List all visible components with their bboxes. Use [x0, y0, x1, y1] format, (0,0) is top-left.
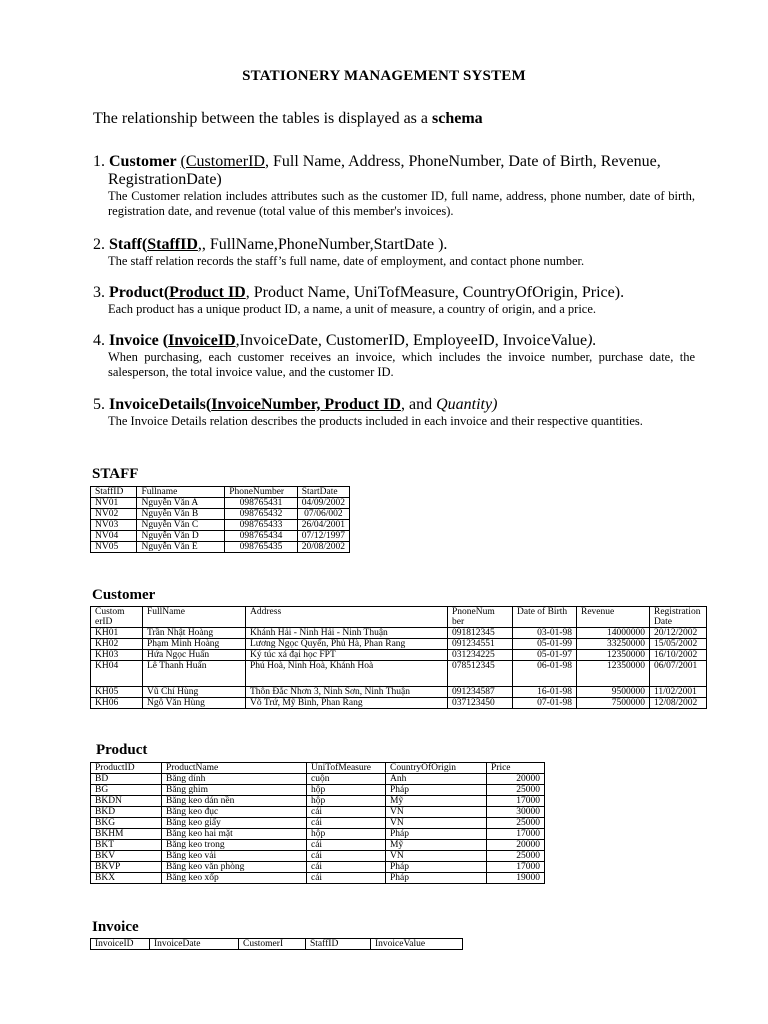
product-table — [90, 762, 545, 884]
table-cell: BKHM — [91, 829, 162, 840]
table-row — [91, 829, 545, 840]
table-cell: Võ Trứ, Mỹ Bình, Phan Rang — [246, 698, 448, 709]
table-cell: 05-01-97 — [513, 650, 577, 661]
table-row — [91, 661, 707, 687]
column-header: ProductName — [162, 763, 307, 774]
table-cell: BKD — [91, 807, 162, 818]
table-cell: 091812345 — [448, 628, 513, 639]
table-cell: 20/08/2002 — [297, 542, 349, 553]
table-cell: NV03 — [91, 520, 137, 531]
table-cell: Băng ghim — [162, 785, 307, 796]
table-cell: 098765435 — [225, 542, 298, 553]
column-header: CountryOfOrigin — [386, 763, 487, 774]
table-cell: 25000 — [487, 851, 545, 862]
table-cell: Băng keo đục — [162, 807, 307, 818]
table-cell: KH04 — [91, 661, 143, 687]
table-cell: Pháp — [386, 829, 487, 840]
table-cell: 12/08/2002 — [650, 698, 707, 709]
table-row — [91, 498, 350, 509]
relation-description: Each product has a unique product ID, a name, a unit of measure, a country of origin, and a price. — [108, 302, 597, 316]
column-header: ProductID — [91, 763, 162, 774]
table-cell: 06/07/2001 — [650, 661, 707, 687]
table-row — [91, 531, 350, 542]
table-cell: 091234551 — [448, 639, 513, 650]
table-cell: KH05 — [91, 687, 143, 698]
table-cell: 04/09/2002 — [297, 498, 349, 509]
table-row — [91, 785, 545, 796]
table-cell: cuộn — [307, 774, 386, 785]
table-cell: Phạm Minh Hoàng — [143, 639, 246, 650]
table-cell: 17000 — [487, 829, 545, 840]
relation-attrs: , Product Name, UniTofMeasure, CountryOfOrigin, Price). — [245, 284, 625, 301]
table-cell: Nguyễn Văn B — [137, 509, 225, 520]
table-header-row — [91, 487, 350, 498]
intro-main: The relationship between the tables is displayed as a — [93, 110, 433, 127]
relation-key: StaffID — [147, 236, 198, 253]
table-cell: Băng keo trong — [162, 840, 307, 851]
table-cell: 12350000 — [577, 650, 650, 661]
table-cell: Băng keo dán nền — [162, 796, 307, 807]
table-cell: cái — [307, 818, 386, 829]
column-header: Revenue — [577, 607, 650, 628]
table-cell: BKG — [91, 818, 162, 829]
relation-name: Staff( — [109, 236, 148, 253]
relation-description: The Invoice Details relation describes the products included in each invoice and their respective quantities. — [108, 414, 643, 428]
relation-staff — [93, 236, 695, 269]
table-row — [91, 639, 707, 650]
intro-bold: schema — [432, 110, 483, 127]
table-cell: hộp — [307, 785, 386, 796]
table-row — [91, 650, 707, 661]
table-cell: 07-01-98 — [513, 698, 577, 709]
relation-attrs: , and — [400, 396, 437, 413]
table-cell: 9500000 — [577, 687, 650, 698]
column-header: Registration Date — [650, 607, 707, 628]
table-cell: 33250000 — [577, 639, 650, 650]
table-cell: VN — [386, 818, 487, 829]
table-cell: cái — [307, 873, 386, 884]
table-cell: 19000 — [487, 873, 545, 884]
table-cell: 17000 — [487, 796, 545, 807]
table-cell: 26/04/2001 — [297, 520, 349, 531]
table-cell: 17000 — [487, 862, 545, 873]
table-row — [91, 687, 707, 698]
relation-description: The staff relation records the staff’s full name, date of employment, and contact phone number. — [108, 254, 585, 268]
invoice-section-title: Invoice — [92, 919, 139, 935]
table-row — [91, 873, 545, 884]
customer-section-title: Customer — [92, 587, 156, 603]
table-cell: 16-01-98 — [513, 687, 577, 698]
table-cell: 037123450 — [448, 698, 513, 709]
column-header: InvoiceValue — [371, 939, 463, 950]
table-cell: 20/12/2002 — [650, 628, 707, 639]
relation-attrs: ,, FullName,PhoneNumber,StartDate ). — [197, 236, 448, 253]
table-cell: KH03 — [91, 650, 143, 661]
table-cell: 12350000 — [577, 661, 650, 687]
relation-number: 3. — [93, 284, 109, 301]
table-cell: Hứa Ngọc Huấn — [143, 650, 246, 661]
column-header: UniTofMeasure — [307, 763, 386, 774]
table-header-row — [91, 607, 707, 628]
table-cell: Băng keo văn phòng — [162, 862, 307, 873]
table-row — [91, 818, 545, 829]
table-cell: Anh — [386, 774, 487, 785]
table-cell: Ký túc xá đại học FPT — [246, 650, 448, 661]
table-cell: 05-01-99 — [513, 639, 577, 650]
table-cell: Vũ Chí Hùng — [143, 687, 246, 698]
relation-description: When purchasing, each customer receives an invoice, which includes the invoice number, purchase date, the salesperson, the total invoice value, and the customer ID. — [108, 350, 695, 379]
table-cell: Băng keo xốp — [162, 873, 307, 884]
table-cell: VN — [386, 851, 487, 862]
relation-name: InvoiceDetails( — [109, 396, 212, 413]
table-row — [91, 542, 350, 553]
table-cell: BG — [91, 785, 162, 796]
table-cell: 091234587 — [448, 687, 513, 698]
table-cell: Lương Ngọc Quyến, Phủ Hà, Phan Rang — [246, 639, 448, 650]
table-row — [91, 628, 707, 639]
table-cell: 07/06/002 — [297, 509, 349, 520]
table-cell: Nguyễn Văn A — [137, 498, 225, 509]
column-header: PnoneNum ber — [448, 607, 513, 628]
table-cell: hộp — [307, 796, 386, 807]
relation-name: Invoice ( — [109, 332, 169, 349]
column-header: StaffID — [91, 487, 137, 498]
table-cell: 098765434 — [225, 531, 298, 542]
table-cell: cái — [307, 807, 386, 818]
page-title: STATIONERY MANAGEMENT SYSTEM — [242, 68, 526, 84]
table-header-row — [91, 763, 545, 774]
table-cell: 25000 — [487, 818, 545, 829]
table-cell: 7500000 — [577, 698, 650, 709]
column-header: InvoiceID — [91, 939, 150, 950]
relation-key: InvoiceNumber, Product ID — [211, 396, 401, 413]
staff-section-title: STAFF — [92, 466, 139, 482]
table-cell: NV01 — [91, 498, 137, 509]
table-cell: 031234225 — [448, 650, 513, 661]
table-cell: BKV — [91, 851, 162, 862]
table-cell: BKX — [91, 873, 162, 884]
column-header: Custom erID — [91, 607, 143, 628]
relation-number: 2. — [93, 236, 109, 253]
relation-key: Product ID — [169, 284, 246, 301]
table-cell: Băng keo vải — [162, 851, 307, 862]
relation-attrs-cont: RegistrationDate) — [108, 171, 222, 188]
table-row — [91, 807, 545, 818]
table-cell: Pháp — [386, 862, 487, 873]
table-cell: VN — [386, 807, 487, 818]
table-cell: Băng keo giấy — [162, 818, 307, 829]
table-cell: Lê Thanh Huấn — [143, 661, 246, 687]
table-cell: Mỹ — [386, 796, 487, 807]
table-cell: KH01 — [91, 628, 143, 639]
relation-invoice-details — [93, 396, 695, 429]
relation-number: 5. — [93, 396, 109, 413]
table-row — [91, 840, 545, 851]
table-cell: 098765432 — [225, 509, 298, 520]
relation-key: InvoiceID — [168, 332, 236, 349]
table-cell: Phú Hoà, Ninh Hoà, Khánh Hoà — [246, 661, 448, 687]
table-cell: Trần Nhật Hoàng — [143, 628, 246, 639]
table-cell: NV04 — [91, 531, 137, 542]
invoice-table — [90, 938, 463, 950]
table-cell: BKDN — [91, 796, 162, 807]
relation-tail: ). — [587, 332, 597, 349]
table-cell: 078512345 — [448, 661, 513, 687]
relation-product — [93, 284, 695, 317]
column-header: Fullname — [137, 487, 225, 498]
table-row — [91, 862, 545, 873]
table-cell: NV02 — [91, 509, 137, 520]
table-cell: KH06 — [91, 698, 143, 709]
table-cell: 25000 — [487, 785, 545, 796]
column-header: CustomerI — [239, 939, 306, 950]
table-cell: BD — [91, 774, 162, 785]
table-cell: 15/05/2002 — [650, 639, 707, 650]
table-cell: 16/10/2002 — [650, 650, 707, 661]
table-cell: Nguyễn Văn C — [137, 520, 225, 531]
table-cell: Băng keo hai mặt — [162, 829, 307, 840]
customer-table — [90, 606, 707, 709]
table-row — [91, 698, 707, 709]
relation-number: 4. — [93, 332, 109, 349]
table-cell: 098765433 — [225, 520, 298, 531]
table-cell: cái — [307, 851, 386, 862]
table-cell: hộp — [307, 829, 386, 840]
table-row — [91, 851, 545, 862]
relation-invoice — [93, 332, 695, 380]
table-cell: Pháp — [386, 873, 487, 884]
table-row — [91, 509, 350, 520]
table-cell: BKVP — [91, 862, 162, 873]
table-cell: Băng dính — [162, 774, 307, 785]
relation-customer — [93, 153, 695, 219]
table-cell: 20000 — [487, 774, 545, 785]
table-cell: cái — [307, 840, 386, 851]
column-header: StaffID — [306, 939, 371, 950]
intro-text — [93, 110, 483, 128]
column-header: Date of Birth — [513, 607, 577, 628]
table-cell: 14000000 — [577, 628, 650, 639]
table-cell: Nguyễn Văn E — [137, 542, 225, 553]
table-cell: 06-01-98 — [513, 661, 577, 687]
column-header: StartDate — [297, 487, 349, 498]
table-cell: 30000 — [487, 807, 545, 818]
column-header: Address — [246, 607, 448, 628]
table-cell: Khánh Hải - Ninh Hải - Ninh Thuận — [246, 628, 448, 639]
relation-description: The Customer relation includes attributes such as the customer ID, full name, address, phone number, date of birth, registration date, and revenue (total value of this member's invoices). — [108, 189, 695, 218]
relation-name: Product( — [109, 284, 170, 301]
table-row — [91, 774, 545, 785]
column-header: FullName — [143, 607, 246, 628]
column-header: PhoneNumber — [225, 487, 298, 498]
relation-tail: Quantity) — [436, 396, 498, 413]
relation-number: 1. — [93, 153, 109, 170]
table-row — [91, 796, 545, 807]
table-cell: 11/02/2001 — [650, 687, 707, 698]
table-cell: KH02 — [91, 639, 143, 650]
relation-name: Customer — [109, 153, 177, 170]
table-cell: 20000 — [487, 840, 545, 851]
staff-table — [90, 486, 350, 553]
table-cell: 098765431 — [225, 498, 298, 509]
table-cell: 03-01-98 — [513, 628, 577, 639]
relation-key: (CustomerID — [180, 153, 265, 170]
table-cell: Ngô Văn Hùng — [143, 698, 246, 709]
table-cell: Mỹ — [386, 840, 487, 851]
column-header: Price — [487, 763, 545, 774]
table-cell: Nguyễn Văn D — [137, 531, 225, 542]
table-cell: BKT — [91, 840, 162, 851]
relation-attrs: ,InvoiceDate, CustomerID, EmployeeID, InvoiceValue — [235, 332, 588, 349]
table-header-row — [91, 939, 463, 950]
table-row — [91, 520, 350, 531]
table-cell: 07/12/1997 — [297, 531, 349, 542]
product-section-title: Product — [96, 742, 148, 758]
table-cell: cái — [307, 862, 386, 873]
table-cell: NV05 — [91, 542, 137, 553]
table-cell: Pháp — [386, 785, 487, 796]
relation-attrs: , Full Name, Address, PhoneNumber, Date of Birth, Revenue, — [264, 153, 661, 170]
column-header: InvoiceDate — [150, 939, 239, 950]
table-cell: Thôn Đắc Nhơn 3, Ninh Sơn, Ninh Thuận — [246, 687, 448, 698]
